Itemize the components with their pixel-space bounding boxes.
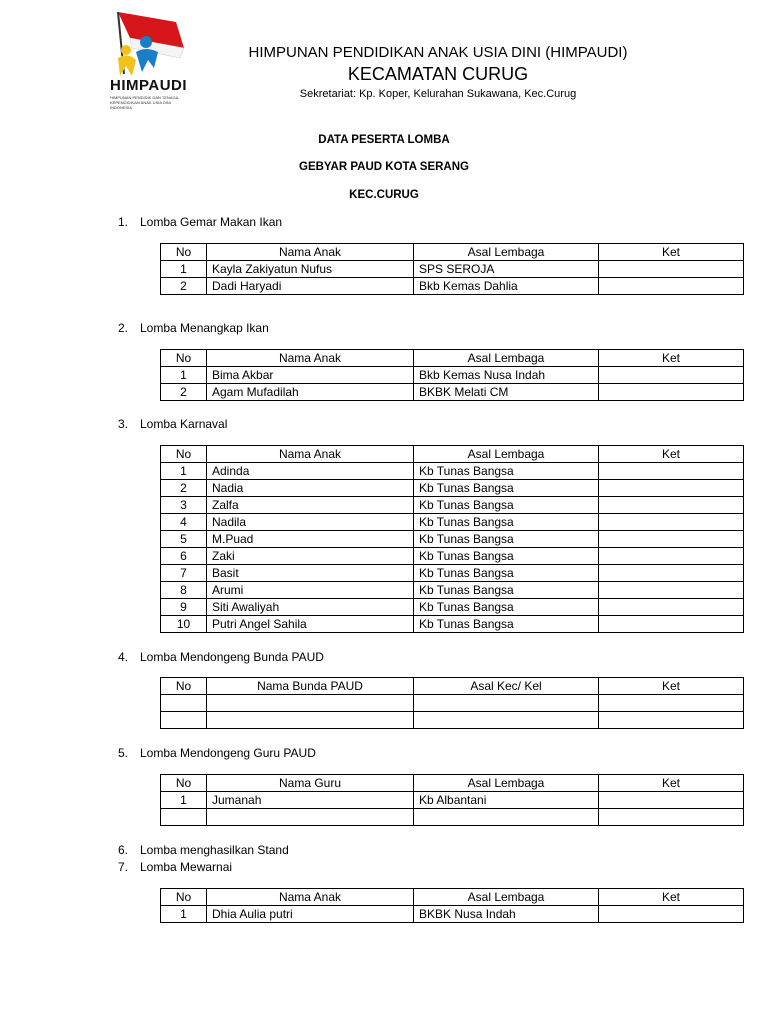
table-row xyxy=(161,809,744,826)
row-number: 1 xyxy=(161,367,207,384)
district-name: KECAMATAN CURUG xyxy=(347,64,529,84)
section-title: Lomba menghasilkan Stand xyxy=(140,843,289,857)
row-name: Dhia Aulia putri xyxy=(207,906,414,923)
row-name: Bima Akbar xyxy=(207,367,414,384)
column-header: Asal Lembaga xyxy=(414,889,599,906)
column-header: Nama Bunda PAUD xyxy=(207,678,414,695)
section-title: Lomba Mendongeng Bunda PAUD xyxy=(140,650,324,664)
table-row xyxy=(161,616,744,633)
row-number xyxy=(161,809,207,826)
section-number: 5. xyxy=(118,746,129,760)
column-header: No xyxy=(161,244,207,261)
org-name: HIMPUNAN PENDIDIKAN ANAK USIA DINI (HIMPAUDI) xyxy=(248,44,628,61)
column-header: Ket xyxy=(599,446,744,463)
table-row xyxy=(161,599,744,616)
column-header: Asal Kec/ Kel xyxy=(414,678,599,695)
row-note xyxy=(599,565,744,582)
row-origin: Kb Tunas Bangsa xyxy=(414,531,599,548)
section-heading-1 xyxy=(118,215,282,229)
row-number: 1 xyxy=(161,261,207,278)
section-title: Lomba Karnaval xyxy=(140,417,228,431)
column-header: No xyxy=(161,678,207,695)
row-origin: Kb Tunas Bangsa xyxy=(414,565,599,582)
logo-text: HIMPAUDI xyxy=(110,77,188,94)
row-name: Adinda xyxy=(207,463,414,480)
column-header: No xyxy=(161,889,207,906)
participant-table-5 xyxy=(160,774,744,826)
row-name: Arumi xyxy=(207,582,414,599)
row-origin: Kb Tunas Bangsa xyxy=(414,497,599,514)
row-origin: Kb Tunas Bangsa xyxy=(414,514,599,531)
column-header: No xyxy=(161,350,207,367)
column-header: Ket xyxy=(599,775,744,792)
table-row xyxy=(161,548,744,565)
row-number xyxy=(161,712,207,729)
participant-table-1 xyxy=(160,243,744,295)
column-header: Ket xyxy=(599,244,744,261)
section-number: 4. xyxy=(118,650,129,664)
table-row xyxy=(161,712,744,729)
row-origin xyxy=(414,712,599,729)
column-header: Asal Lembaga xyxy=(414,350,599,367)
secretariat-address: Sekretariat: Kp. Koper, Kelurahan Sukawana, Kec.Curug xyxy=(299,88,577,100)
logo-subtext: HIMPUNAN PENDIDIK DAN TENAGA KEPENDIDIKAN ANAK USIA DINI INDONESIA xyxy=(110,95,179,110)
table-header-row xyxy=(161,678,744,695)
participant-table-7 xyxy=(160,888,744,923)
table-row xyxy=(161,261,744,278)
table-row xyxy=(161,367,744,384)
row-name: Zalfa xyxy=(207,497,414,514)
section-title: Lomba Mendongeng Guru PAUD xyxy=(140,746,316,760)
table-row xyxy=(161,480,744,497)
row-origin: BKBK Melati CM xyxy=(414,384,599,401)
column-header: Asal Lembaga xyxy=(414,446,599,463)
row-name: Putri Angel Sahila xyxy=(207,616,414,633)
row-origin xyxy=(414,695,599,712)
row-note xyxy=(599,497,744,514)
row-note xyxy=(599,809,744,826)
table-row xyxy=(161,906,744,923)
row-number: 2 xyxy=(161,278,207,295)
row-origin: Kb Tunas Bangsa xyxy=(414,548,599,565)
section-heading-6 xyxy=(118,843,289,857)
row-number: 8 xyxy=(161,582,207,599)
doc-title-2: GEBYAR PAUD KOTA SERANG xyxy=(299,161,469,173)
row-note xyxy=(599,599,744,616)
row-note xyxy=(599,480,744,497)
row-name: Jumanah xyxy=(207,792,414,809)
row-name: Agam Mufadilah xyxy=(207,384,414,401)
section-number: 6. xyxy=(118,843,129,857)
row-note xyxy=(599,695,744,712)
row-note xyxy=(599,463,744,480)
row-number: 3 xyxy=(161,497,207,514)
table-row xyxy=(161,582,744,599)
section-number: 2. xyxy=(118,321,129,335)
column-header: Nama Anak xyxy=(207,350,414,367)
column-header: No xyxy=(161,775,207,792)
section-heading-7 xyxy=(118,860,232,874)
row-number: 2 xyxy=(161,480,207,497)
column-header: Asal Lembaga xyxy=(414,244,599,261)
table-row xyxy=(161,695,744,712)
column-header: Nama Anak xyxy=(207,889,414,906)
table-row xyxy=(161,278,744,295)
row-number: 9 xyxy=(161,599,207,616)
section-heading-2 xyxy=(118,321,269,335)
row-name xyxy=(207,809,414,826)
column-header: No xyxy=(161,446,207,463)
table-header-row xyxy=(161,889,744,906)
row-number: 1 xyxy=(161,792,207,809)
doc-title-3: KEC.CURUG xyxy=(349,189,419,201)
row-origin: Kb Tunas Bangsa xyxy=(414,616,599,633)
row-origin: Kb Albantani xyxy=(414,792,599,809)
row-note xyxy=(599,712,744,729)
row-name: Basit xyxy=(207,565,414,582)
column-header: Ket xyxy=(599,350,744,367)
row-number: 4 xyxy=(161,514,207,531)
row-name: Dadi Haryadi xyxy=(207,278,414,295)
participant-table-2 xyxy=(160,349,744,401)
row-name: M.Puad xyxy=(207,531,414,548)
row-origin: Bkb Kemas Dahlia xyxy=(414,278,599,295)
row-number: 1 xyxy=(161,463,207,480)
section-number: 1. xyxy=(118,215,129,229)
column-header: Nama Anak xyxy=(207,446,414,463)
row-number: 6 xyxy=(161,548,207,565)
table-row xyxy=(161,514,744,531)
row-name: Nadia xyxy=(207,480,414,497)
row-note xyxy=(599,582,744,599)
table-header-row xyxy=(161,244,744,261)
row-name xyxy=(207,712,414,729)
table-header-row xyxy=(161,446,744,463)
table-row xyxy=(161,565,744,582)
row-number: 7 xyxy=(161,565,207,582)
section-title: Lomba Gemar Makan Ikan xyxy=(140,215,283,229)
table-header-row xyxy=(161,775,744,792)
row-origin: Kb Tunas Bangsa xyxy=(414,480,599,497)
table-row xyxy=(161,384,744,401)
row-note xyxy=(599,384,744,401)
row-note xyxy=(599,616,744,633)
row-origin: BKBK Nusa Indah xyxy=(414,906,599,923)
row-name xyxy=(207,695,414,712)
row-number: 5 xyxy=(161,531,207,548)
section-heading-4 xyxy=(118,650,324,664)
column-header: Nama Guru xyxy=(207,775,414,792)
row-origin: Kb Tunas Bangsa xyxy=(414,582,599,599)
row-note xyxy=(599,278,744,295)
row-name: Nadila xyxy=(207,514,414,531)
row-name: Zaki xyxy=(207,548,414,565)
row-note xyxy=(599,548,744,565)
row-number: 10 xyxy=(161,616,207,633)
row-note xyxy=(599,792,744,809)
section-title: Lomba Mewarnai xyxy=(140,860,233,874)
section-number: 3. xyxy=(118,417,129,431)
section-number: 7. xyxy=(118,860,129,874)
row-note xyxy=(599,514,744,531)
table-row xyxy=(161,497,744,514)
row-number: 2 xyxy=(161,384,207,401)
section-heading-5 xyxy=(118,746,316,760)
column-header: Ket xyxy=(599,678,744,695)
row-origin: Kb Tunas Bangsa xyxy=(414,599,599,616)
row-note xyxy=(599,261,744,278)
row-note xyxy=(599,531,744,548)
participant-table-4 xyxy=(160,677,744,729)
row-origin: Bkb Kemas Nusa Indah xyxy=(414,367,599,384)
section-heading-3 xyxy=(118,417,227,431)
row-origin: SPS SEROJA xyxy=(414,261,599,278)
row-number xyxy=(161,695,207,712)
row-name: Siti Awaliyah xyxy=(207,599,414,616)
row-note xyxy=(599,906,744,923)
row-number: 1 xyxy=(161,906,207,923)
column-header: Ket xyxy=(599,889,744,906)
row-origin: Kb Tunas Bangsa xyxy=(414,463,599,480)
row-name: Kayla Zakiyatun Nufus xyxy=(207,261,414,278)
column-header: Asal Lembaga xyxy=(414,775,599,792)
row-origin xyxy=(414,809,599,826)
row-note xyxy=(599,367,744,384)
table-row xyxy=(161,792,744,809)
doc-title-1: DATA PESERTA LOMBA xyxy=(318,134,450,146)
table-row xyxy=(161,531,744,548)
column-header: Nama Anak xyxy=(207,244,414,261)
participant-table-3 xyxy=(160,445,744,633)
table-row xyxy=(161,463,744,480)
table-header-row xyxy=(161,350,744,367)
section-title: Lomba Menangkap Ikan xyxy=(140,321,269,335)
